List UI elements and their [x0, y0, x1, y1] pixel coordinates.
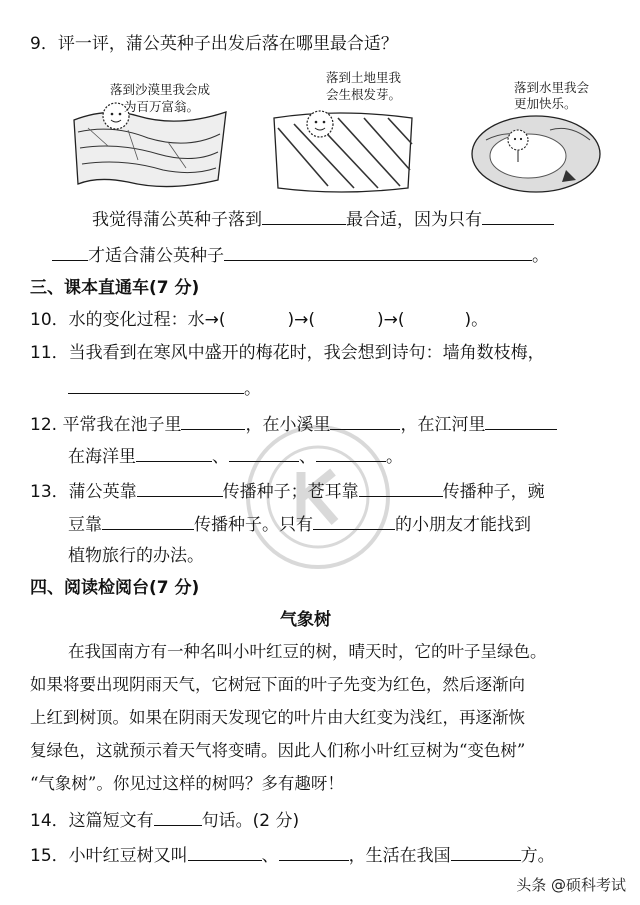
- passage-line-2: 如果将要出现阴雨天气，它树冠下面的叶子先变为红色，然后逐渐向: [30, 675, 525, 694]
- answer-blank[interactable]: [136, 444, 212, 462]
- answer-blank[interactable]: [188, 843, 262, 861]
- farmland-illustration: [268, 88, 418, 198]
- q9-answer-line-1: 我觉得蒲公英种子落到 最合适，因为只有: [92, 207, 554, 231]
- speech-bubble-land-2: 会生根发芽。: [326, 87, 402, 102]
- answer-blank[interactable]: [137, 479, 223, 497]
- section-3-title: 三、课本直通车(7 分): [30, 278, 200, 298]
- q12-line-2: 在海洋里 、 、 。: [68, 444, 403, 468]
- q14: 14．这篇短文有 句话。(2 分): [30, 808, 299, 832]
- answer-blank[interactable]: [181, 412, 245, 430]
- passage-line-3: 上红到树顶。如果在阴雨天发现它的叶片由大红变为浅红，再逐渐恢: [30, 708, 525, 727]
- answer-blank[interactable]: [262, 207, 346, 225]
- answer-blank[interactable]: [224, 243, 532, 261]
- answer-blank[interactable]: [52, 243, 88, 261]
- speech-bubble-land-1: 落到土地里我: [326, 70, 402, 85]
- q13-line-2: 豆靠 传播种子。只有 的小朋友才能找到: [68, 512, 531, 536]
- watermark-logo-icon: [243, 422, 393, 572]
- answer-blank[interactable]: [482, 207, 554, 225]
- answer-blank[interactable]: [68, 376, 244, 394]
- footer-source: 头条 @硕科考试: [516, 876, 626, 894]
- speech-bubble-desert-1: 落到沙漠里我会成: [110, 82, 211, 97]
- dandelion-seed-icon: [307, 111, 333, 137]
- section-4-title: 四、阅读检阅台(7 分): [30, 578, 200, 598]
- q9-title: 9．评一评，蒲公英种子出发后落在哪里最合适？: [30, 34, 398, 54]
- speech-bubble-water-1: 落到水里我会: [514, 80, 590, 95]
- passage-title: 气象树: [280, 610, 331, 630]
- q9-answer-line-2: 才适合蒲公英种子 。: [52, 243, 549, 267]
- q13-line-1: 13．蒲公英靠 传播种子；苍耳靠 传播种子，豌: [30, 479, 545, 503]
- q12-line-1: 12. 平常我在池子里 ，在小溪里 ，在江河里: [30, 412, 557, 436]
- passage-line-4: 复绿色，这就预示着天气将变晴。因此人们称小叶红豆树为“变色树”: [30, 741, 526, 760]
- answer-blank[interactable]: [102, 512, 194, 530]
- answer-blank[interactable]: [485, 412, 557, 430]
- q15: 15．小叶红豆树又叫 、 ，生活在我国 方。: [30, 843, 555, 867]
- q13-line-3: 植物旅行的办法。: [68, 546, 204, 566]
- q11-answer: 。: [68, 376, 261, 400]
- answer-blank[interactable]: [279, 843, 349, 861]
- water-illustration: [466, 100, 606, 196]
- q10: 10．水的变化过程：水→( )→( )→( )。: [30, 310, 489, 330]
- passage-line-1: 在我国南方有一种名叫小叶红豆的树，晴天时，它的叶子呈绿色。: [68, 642, 547, 661]
- passage-line-5: “气象树”。你见过这样的树吗？多有趣呀！: [30, 774, 344, 793]
- speech-bubble-water-2: 更加快乐。: [514, 96, 577, 111]
- answer-blank[interactable]: [451, 843, 521, 861]
- answer-blank[interactable]: [154, 808, 202, 826]
- q11-text: 11．当我看到在寒风中盛开的梅花时，我会想到诗句：墙角数枝梅，: [30, 343, 545, 363]
- speech-bubble-desert-2: 为百万富翁。: [124, 99, 200, 114]
